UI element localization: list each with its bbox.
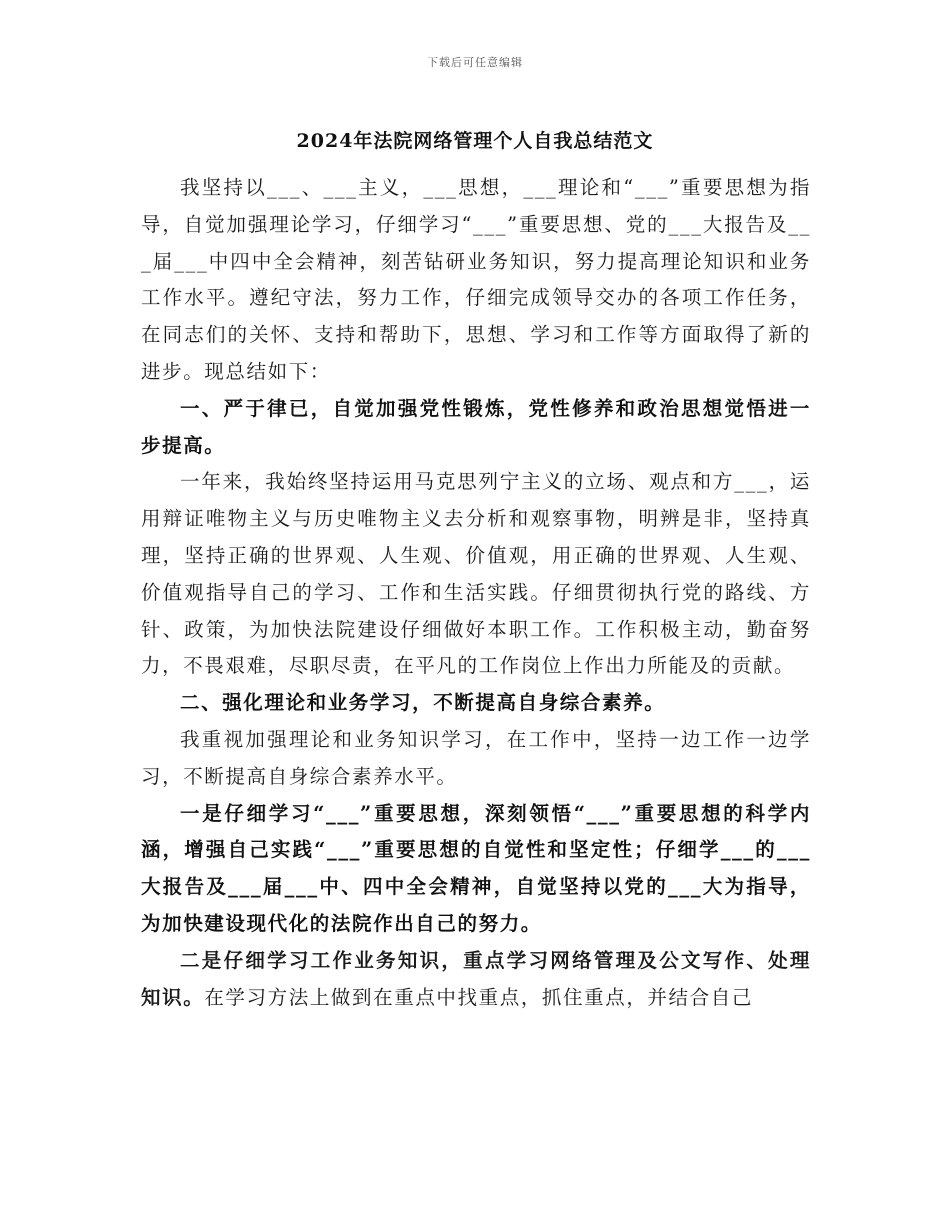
- point-one: 一是仔细学习“___”重要思想，深刻领悟“___”重要思想的科学内涵，增强自己实践“___”重要思想的自觉性和坚定性；仔细学___的___大报告及___届___中、四中全会精神，自觉坚持以党的___大为指导，为加快建设现代化的法院作出自己的努力。: [141, 801, 811, 935]
- paragraph-intro: 我坚持以___、___主义，___思想，___理论和“___”重要思想为指导，自觉加强理论学习，仔细学习“___”重要思想、党的___大报告及___届___中四中全会精神，刻苦钻研业务知识，努力提高理论知识和业务工作水平。遵纪守法，努力工作，仔细完成领导交办的各项工作任务，在同志们的关怀、支持和帮助下，思想、学习和工作等方面取得了新的进步。现总结如下：: [141, 176, 811, 383]
- paragraph-section-2: 我重视加强理论和业务知识学习，在工作中，坚持一边工作一边学习，不断提高自身综合素养水平。: [141, 727, 811, 788]
- document-body: [141, 170, 811, 1016]
- point-two-text: 在学习方法上做到在重点中找重点，抓住重点，并结合自己: [204, 985, 753, 1009]
- point-two: [141, 943, 811, 1017]
- section-heading-2: 二、强化理论和业务学习，不断提高自身综合素养。: [180, 691, 666, 715]
- document-title: 2024年法院网络管理个人自我总结范文: [296, 130, 654, 152]
- header-note: 下载后可任意编辑: [427, 56, 523, 69]
- paragraph-section-1: 一年来，我始终坚持运用马克思列宁主义的立场、观点和方___，运用辩证唯物主义与历史唯物主义去分析和观察事物，明辨是非，坚持真理，坚持正确的世界观、人生观、价值观，用正确的世界观、人生观、价值观指导自己的学习、工作和生活实践。仔细贯彻执行党的路线、方针、政策，为加快法院建设仔细做好本职工作。工作积极主动，勤奋努力，不畏艰难，尽职尽责，在平凡的工作岗位上作出力所能及的贡献。: [141, 470, 811, 678]
- point-two-lead: 二是仔细学习工作业务知识，重点学习网络管理及公文写作、处理知识。: [141, 948, 811, 1009]
- section-heading-1: 一、严于律已，自觉加强党性锻炼，党性修养和政治思想觉悟进一步提高。: [141, 396, 811, 457]
